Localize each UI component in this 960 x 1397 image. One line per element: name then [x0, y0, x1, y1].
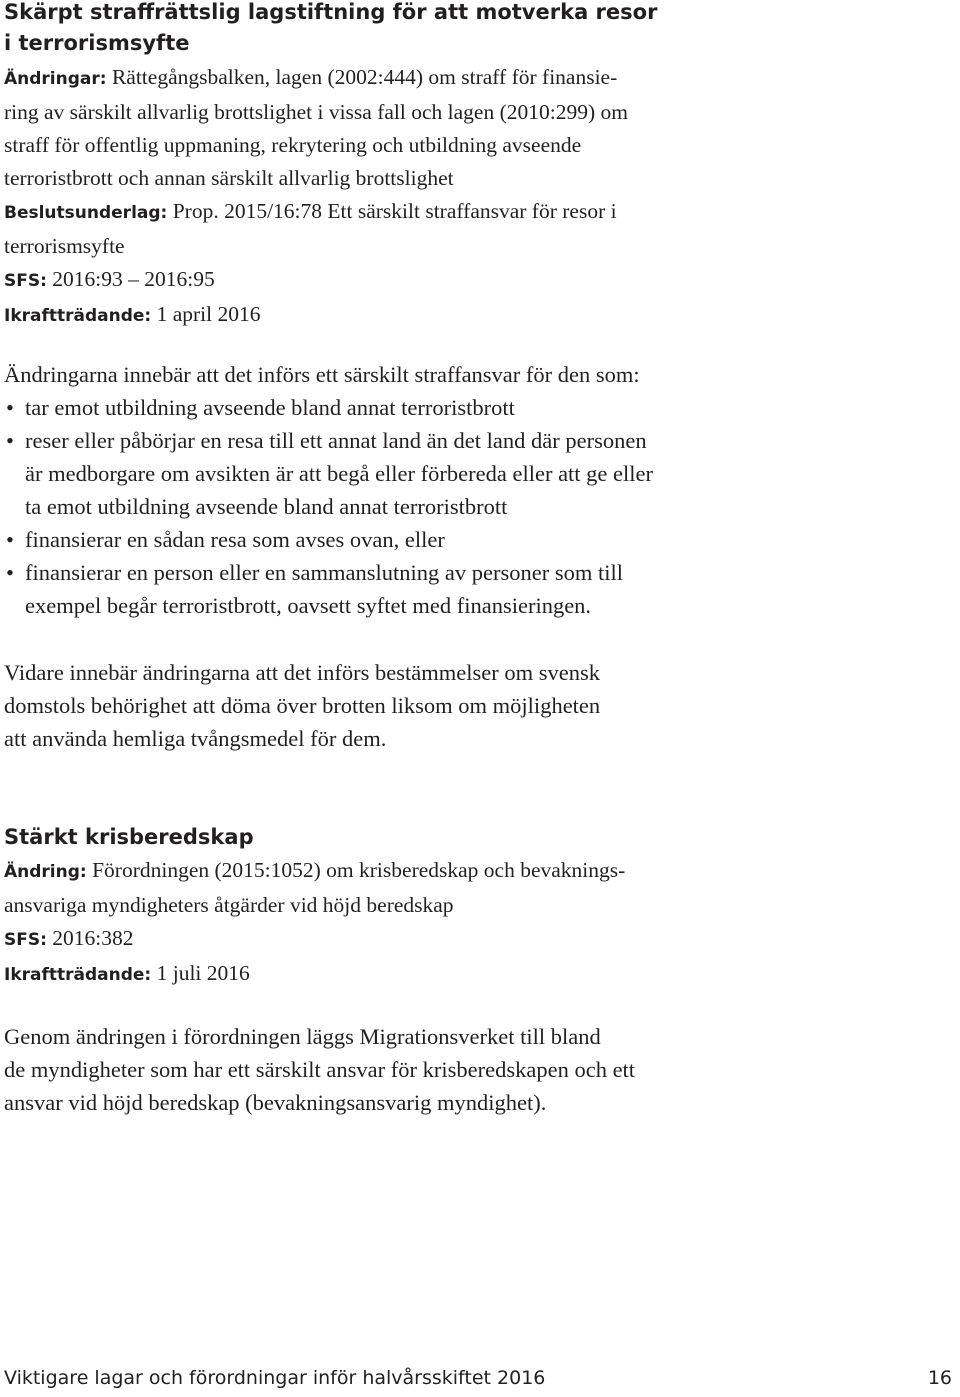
bullet-dot: •	[6, 527, 14, 552]
section2-heading	[4, 822, 254, 853]
change-line2: ansvariga myndigheters åtgärder vid höjd beredskap	[4, 893, 454, 917]
bullet-dot: •	[6, 560, 14, 585]
changes-line1	[4, 61, 628, 96]
section1-title-line2: i terrorismsyfte	[4, 31, 190, 55]
effective-line	[4, 957, 625, 992]
effective-value: 1 april 2016	[156, 302, 261, 326]
bullet-line: tar emot utbildning avseende bland annat terroristbrott	[25, 395, 515, 420]
section1-title-line1: Skärpt straffrättslig lagstiftning för att motverka resor	[4, 0, 658, 24]
section1-body	[4, 358, 949, 622]
sfs-value: 2016:382	[52, 926, 134, 950]
effective-label: Ikraftträdande:	[4, 965, 152, 985]
sfs-label: SFS:	[4, 930, 47, 950]
page-footer	[4, 1366, 952, 1390]
section1-paragraph	[4, 656, 949, 755]
section1-metadata	[4, 61, 628, 333]
bullet-item	[4, 556, 949, 622]
bullet-line: ta emot utbildning avseende bland annat terroristbrott	[25, 494, 508, 519]
page-number: 16	[927, 1367, 952, 1389]
section2-metadata	[4, 854, 625, 992]
paragraph-line: Vidare innebär ändringarna att det införs bestämmelser om svensk	[4, 660, 600, 685]
sfs-value: 2016:93 – 2016:95	[52, 267, 215, 291]
sfs-label: SFS:	[4, 271, 47, 291]
bullet-item	[4, 391, 949, 424]
bullet-item	[4, 523, 949, 556]
sfs-line	[4, 263, 628, 298]
section2-paragraph	[4, 1020, 949, 1119]
bullet-list	[4, 391, 949, 622]
effective-label: Ikraftträdande:	[4, 306, 152, 326]
paragraph-line: domstols behörighet att döma över brotten liksom om möjligheten	[4, 693, 601, 718]
effective-line	[4, 298, 628, 333]
bullet-line: reser eller påbörjar en resa till ett annat land än det land där personen	[25, 428, 647, 453]
paragraph-line: Genom ändringen i förordningen läggs Migrationsverket till bland	[4, 1024, 601, 1049]
bullet-dot: •	[6, 395, 14, 420]
bullet-item	[4, 424, 949, 523]
changes-label: Ändringar:	[4, 69, 107, 89]
basis-label: Beslutsunderlag:	[4, 203, 168, 223]
paragraph-line: att använda hemliga tvångsmedel för dem.	[4, 726, 387, 751]
basis-line2: terrorismsyfte	[4, 234, 125, 258]
section1-heading	[4, 0, 657, 59]
changes-line4: terroristbrott och annan särskilt allvarlig brottslighet	[4, 166, 454, 190]
bullet-line: finansierar en person eller en sammanslutning av personer som till	[25, 560, 623, 585]
bullet-line: är medborgare om avsikten är att begå eller förbereda eller att ge eller	[25, 461, 654, 486]
change-text-1: Förordningen (2015:1052) om krisberedskap och bevaknings-	[92, 858, 626, 882]
bullet-line: exempel begår terroristbrott, oavsett syftet med finansieringen.	[25, 593, 592, 618]
bullet-dot: •	[6, 428, 14, 453]
bullet-line: finansierar en sådan resa som avses ovan, eller	[25, 527, 445, 552]
effective-value: 1 juli 2016	[156, 961, 250, 985]
intro-text: Ändringarna innebär att det införs ett särskilt straffansvar för den som:	[4, 362, 640, 387]
changes-line2: ring av särskilt allvarlig brottslighet i vissa fall och lagen (2010:299) om	[4, 100, 628, 124]
basis-text-1: Prop. 2015/16:78 Ett särskilt straffansvar för resor i	[172, 199, 617, 223]
section2-title: Stärkt krisberedskap	[4, 825, 254, 849]
changes-line3: straff för offentlig uppmaning, rekrytering och utbildning avseende	[4, 133, 582, 157]
change-line1	[4, 854, 625, 889]
change-label: Ändring:	[4, 862, 87, 882]
footer-title: Viktigare lagar och förordningar inför halvårsskiftet 2016	[4, 1367, 546, 1389]
sfs-line	[4, 922, 625, 957]
paragraph-line: de myndigheter som har ett särskilt ansvar för krisberedskapen och ett	[4, 1057, 636, 1082]
changes-text-1: Rättegångsbalken, lagen (2002:444) om straff för finansie-	[111, 65, 618, 89]
basis-line1	[4, 195, 628, 230]
paragraph-line: ansvar vid höjd beredskap (bevakningsansvarig myndighet).	[4, 1090, 547, 1115]
